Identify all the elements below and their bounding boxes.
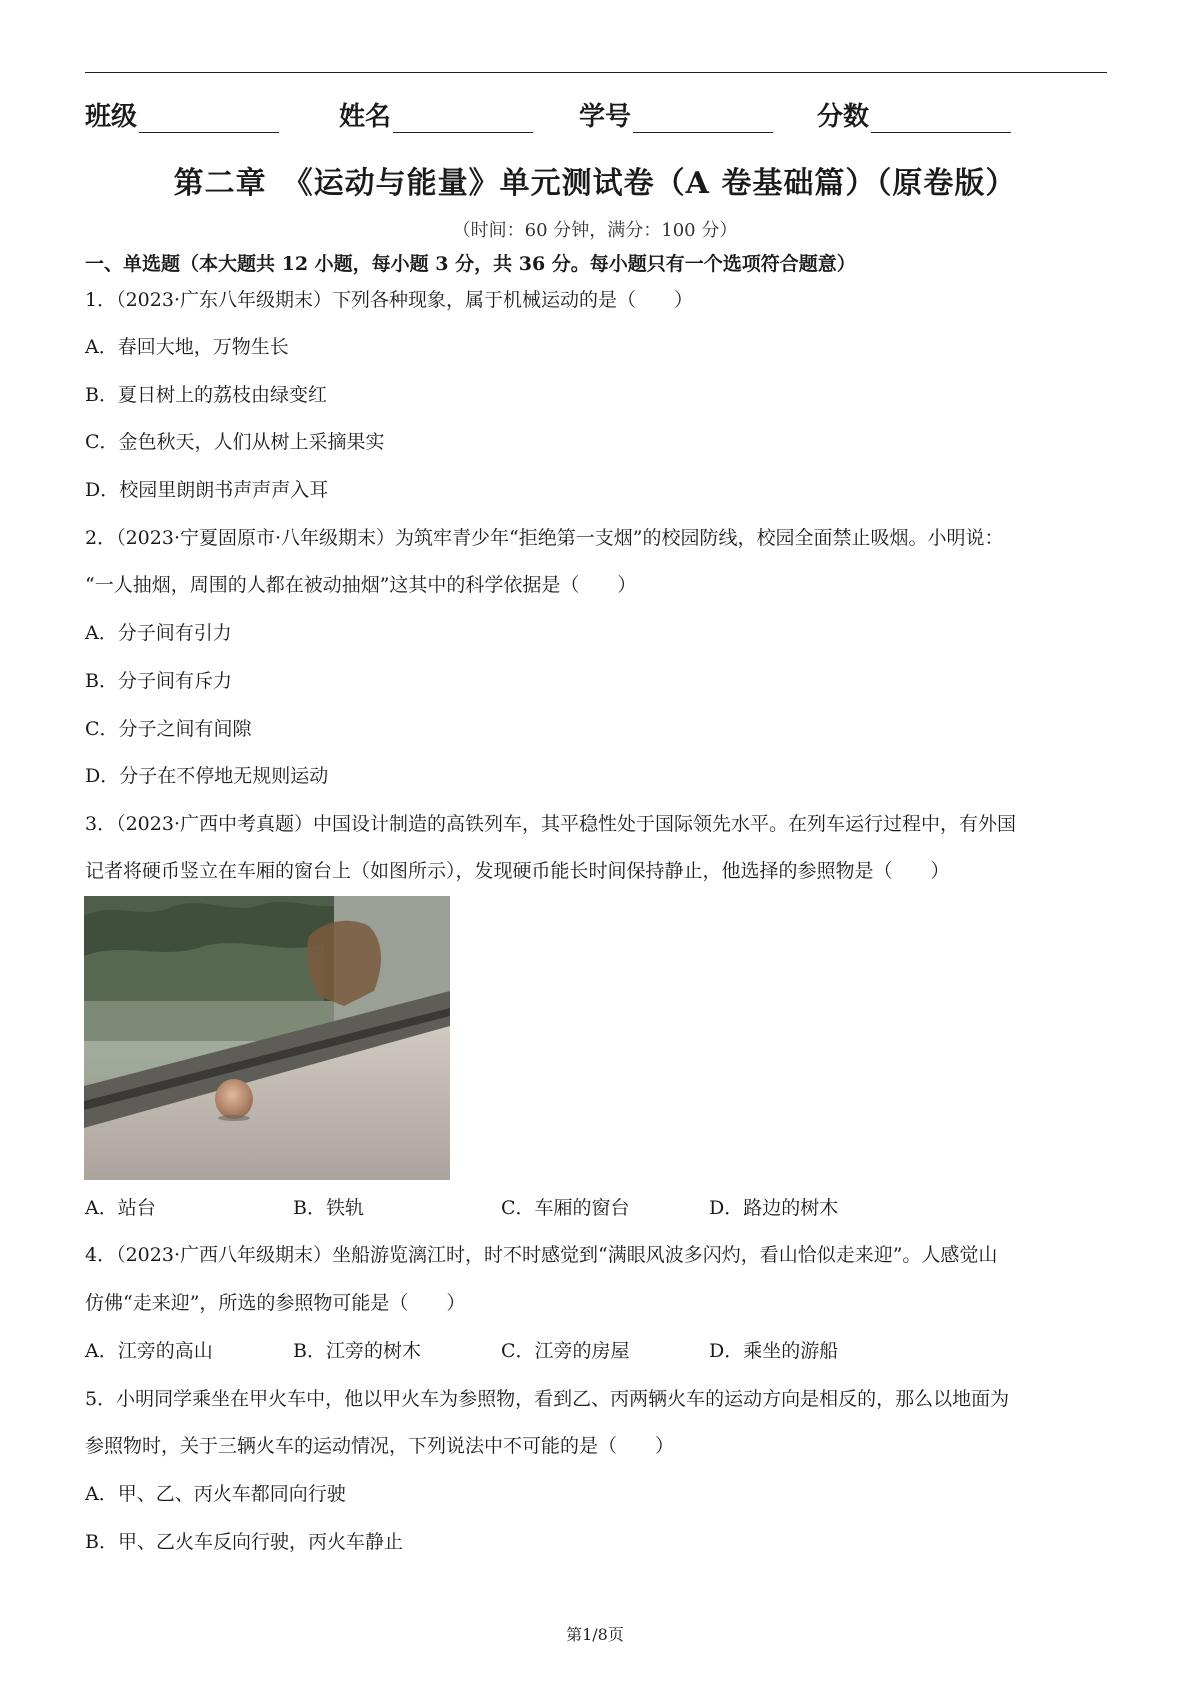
student-id-blank[interactable] [633, 102, 773, 133]
exam-time-info: （时间：60 分钟，满分：100 分） [452, 220, 738, 241]
student-info-row [85, 96, 1107, 140]
question-1-option-a[interactable]: A．春回大地，万物生长 [85, 336, 289, 358]
question-1-option-c[interactable]: C．金色秋天，人们从树上采摘果实 [85, 431, 385, 453]
train-window-coin-photo [84, 896, 450, 1180]
student-id-label: 学号 [579, 102, 632, 132]
class-label: 班级 [85, 102, 138, 132]
question-5-option-a[interactable]: A．甲、乙、丙火车都同向行驶 [85, 1483, 346, 1505]
question-4-option-d[interactable]: D．乘坐的游船 [709, 1340, 839, 1362]
question-3-stem-line2: 记者将硬币竖立在车厢的窗台上（如图所示），发现硬币能长时间保持静止，他选择的参照物是（ ） [85, 860, 950, 882]
name-field[interactable] [339, 96, 533, 133]
question-3-option-c[interactable]: C．车厢的窗台 [501, 1197, 630, 1219]
question-2-option-d[interactable]: D．分子在不停地无规则运动 [85, 765, 329, 787]
question-5-stem-line1: 5．小明同学乘坐在甲火车中，他以甲火车为参照物，看到乙、丙两辆火车的运动方向是相反的，那么以地面为 [85, 1388, 1010, 1410]
question-4-stem-line2: 仿佛“走来迎”，所选的参照物可能是（ ） [85, 1292, 466, 1314]
question-5-option-b[interactable]: B．甲、乙火车反向行驶，丙火车静止 [85, 1531, 403, 1553]
question-1-option-d[interactable]: D．校园里朗朗书声声声入耳 [85, 479, 329, 501]
question-4-option-a[interactable]: A．江旁的高山 [85, 1340, 213, 1362]
question-4-stem-line1: 4．（2023·广西八年级期末）坐船游览漓江时，时不时感觉到“满眼风波多闪灼，看山恰似走来迎”。人感觉山 [85, 1244, 998, 1266]
student-id-field[interactable] [579, 96, 773, 133]
class-field[interactable] [85, 96, 279, 133]
question-2-stem-line2: “一人抽烟，周围的人都在被动抽烟”这其中的科学依据是（ ） [85, 574, 637, 596]
score-blank[interactable] [871, 102, 1011, 133]
section-heading: 一、单选题（本大题共 12 小题，每小题 3 分，共 36 分。每小题只有一个选项符合题意） [85, 253, 856, 275]
question-2-stem-line1: 2．（2023·宁夏固原市·八年级期末）为筑牢青少年“拒绝第一支烟”的校园防线，校园全面禁止吸烟。小明说： [85, 527, 1004, 549]
question-4-option-b[interactable]: B．江旁的树木 [293, 1340, 421, 1362]
page-title: 第二章 《运动与能量》单元测试卷（A 卷基础篇）（原卷版） [173, 166, 1017, 201]
page-number: 第1/8页 [566, 1625, 624, 1644]
question-3-stem-line1: 3．（2023·广西中考真题）中国设计制造的高铁列车，其平稳性处于国际领先水平。在列车运行过程中，有外国 [85, 813, 1016, 835]
class-blank[interactable] [139, 102, 279, 133]
question-2-option-b[interactable]: B．分子间有斥力 [85, 670, 232, 692]
score-label: 分数 [817, 102, 870, 132]
question-3-option-d[interactable]: D．路边的树木 [709, 1197, 839, 1219]
question-1-option-b[interactable]: B．夏日树上的荔枝由绿变红 [85, 384, 327, 406]
question-2-option-a[interactable]: A．分子间有引力 [85, 622, 232, 644]
score-field[interactable] [817, 96, 1011, 133]
name-blank[interactable] [393, 102, 533, 133]
question-3-option-b[interactable]: B．铁轨 [293, 1197, 364, 1219]
top-rule [85, 72, 1107, 73]
question-2-option-c[interactable]: C．分子之间有间隙 [85, 718, 252, 740]
name-label: 姓名 [339, 102, 392, 132]
question-5-stem-line2: 参照物时，关于三辆火车的运动情况，下列说法中不可能的是（ ） [85, 1435, 675, 1457]
question-3-option-a[interactable]: A．站台 [85, 1197, 156, 1219]
question-4-option-c[interactable]: C．江旁的房屋 [501, 1340, 630, 1362]
question-1-stem: 1．（2023·广东八年级期末）下列各种现象，属于机械运动的是（ ） [85, 289, 693, 311]
